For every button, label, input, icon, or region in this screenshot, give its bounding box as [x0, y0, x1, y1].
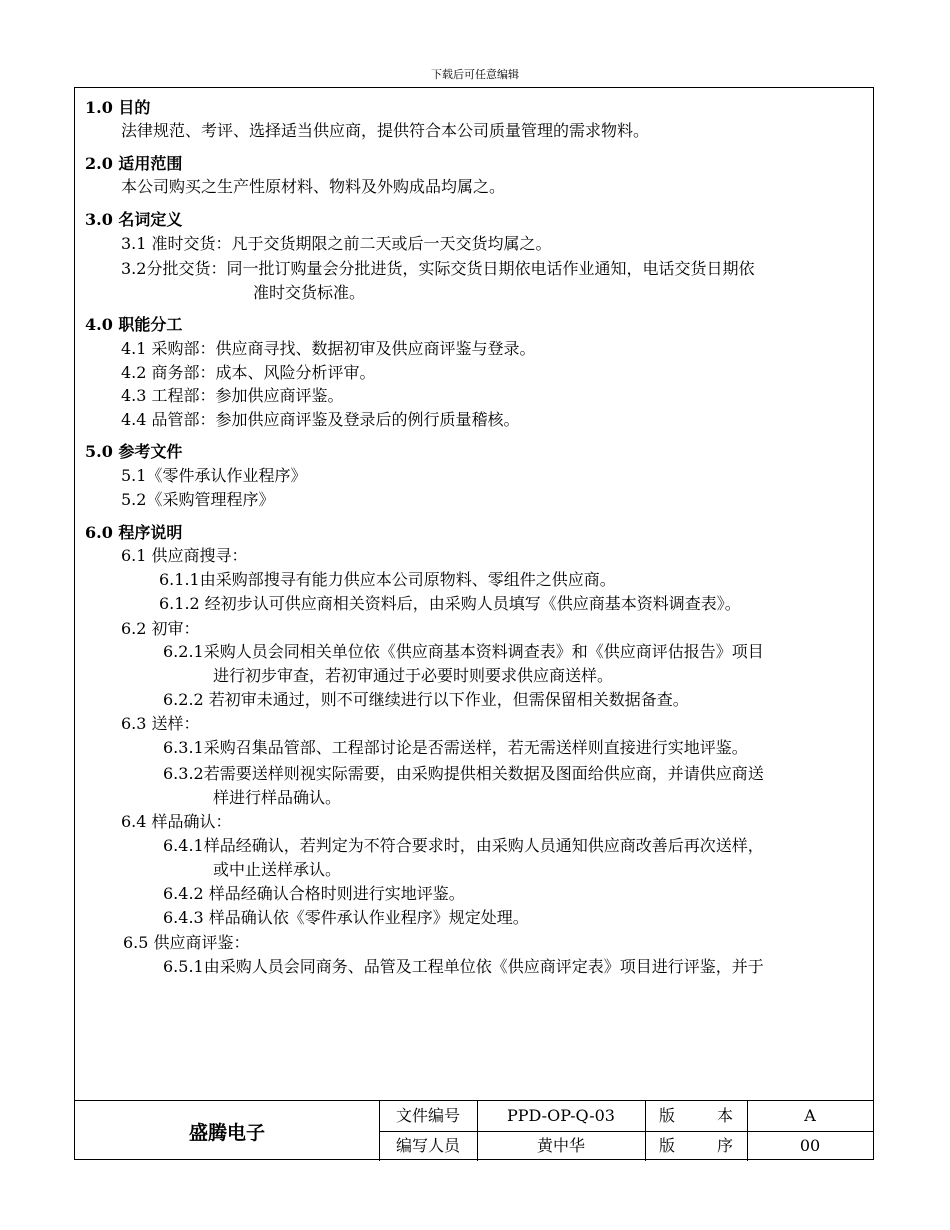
body-text-line: 3.2分批交货：同一批订购量会分批进货，实际交货日期依电话作业通知，电话交货日期依: [121, 259, 755, 278]
body-text-line: 进行初步审查，若初审通过于必要时则要求供应商送样。: [213, 666, 614, 685]
body-text-line: 准时交货标准。: [253, 283, 366, 302]
version-label-char: 本: [716, 1106, 733, 1125]
body-text-line: 样进行样品确认。: [213, 788, 342, 807]
order-label: [645, 1131, 747, 1161]
body-text-line: 6.2.2 若初审未通过，则不可继续进行以下作业，但需保留相关数据备查。: [163, 690, 689, 709]
version-label: [645, 1101, 747, 1131]
section-heading: 3.0 名词定义: [85, 210, 183, 229]
company-name: 盛腾电子: [188, 1121, 265, 1144]
body-text-line: 6.2 初审：: [121, 619, 200, 638]
body-text-line: 6.3.2若需要送样则视实际需要，由采购提供相关数据及图面给供应商，并请供应商送: [163, 764, 764, 783]
watermark-text: 下载后可任意编辑: [431, 68, 519, 81]
body-text-line: 6.1 供应商搜寻：: [121, 546, 248, 565]
body-text-line: 6.2.1采购人员会同相关单位依《供应商基本资料调查表》和《供应商评估报告》项目: [163, 642, 764, 661]
body-text-line: 6.5.1由采购人员会同商务、品管及工程单位依《供应商评定表》项目进行评鉴，并于: [163, 957, 764, 976]
doc-number-value: PPD-OP-Q-03: [507, 1106, 615, 1125]
body-text-line: 4.2 商务部：成本、风险分析评审。: [121, 363, 376, 382]
version-label-char: 版: [659, 1106, 676, 1125]
body-text-line: 6.4.3 样品确认依《零件承认作业程序》规定处理。: [163, 908, 529, 927]
document-frame: [74, 87, 874, 1160]
body-text-line: 6.4 样品确认：: [121, 812, 232, 831]
body-text-line: 本公司购买之生产性原材料、物料及外购成品均属之。: [121, 177, 506, 196]
body-text-line: 6.1.2 经初步认可供应商相关资料后，由采购人员填写《供应商基本资料调查表》。: [159, 594, 741, 613]
body-text-line: 4.3 工程部：参加供应商评鉴。: [121, 386, 344, 405]
version-value: A: [804, 1106, 816, 1125]
body-text-line: 6.4.1样品经确认，若判定为不符合要求时，由采购人员通知供应商改善后再次送样，: [163, 836, 764, 855]
doc-number-label: 文件编号: [395, 1106, 460, 1125]
body-text-line: 6.5 供应商评鉴：: [123, 933, 250, 952]
section-heading: 5.0 参考文件: [85, 442, 183, 461]
section-heading: 2.0 适用范围: [85, 154, 183, 173]
document-footer-table: [75, 1100, 873, 1161]
body-text-line: 4.1 采购部：供应商寻找、数据初审及供应商评鉴与登录。: [121, 339, 536, 358]
section-heading: 1.0 目的: [85, 98, 151, 117]
body-text-line: 6.4.2 样品经确认合格时则进行实地评鉴。: [163, 884, 465, 903]
author-value: 黄中华: [536, 1136, 585, 1155]
body-text-line: 3.1 准时交货：凡于交货期限之前二天或后一天交货均属之。: [121, 234, 552, 253]
body-text-line: 6.3 送样：: [121, 714, 200, 733]
order-value: 00: [799, 1136, 821, 1155]
body-text-line: 4.4 品管部：参加供应商评鉴及登录后的例行质量稽核。: [121, 410, 520, 429]
order-label-char: 版: [659, 1136, 676, 1155]
body-text-line: 5.2《采购管理程序》: [121, 490, 275, 509]
body-text-line: 5.1《零件承认作业程序》: [121, 466, 307, 485]
body-text-line: 法律规范、考评、选择适当供应商，提供符合本公司质量管理的需求物料。: [121, 121, 650, 140]
section-heading: 6.0 程序说明: [85, 523, 183, 542]
order-label-char: 序: [716, 1136, 733, 1155]
section-heading: 4.0 职能分工: [85, 315, 183, 334]
body-text-line: 或中止送样承认。: [213, 860, 342, 879]
author-label: 编写人员: [395, 1136, 460, 1155]
body-text-line: 6.1.1由采购部搜寻有能力供应本公司原物料、零组件之供应商。: [159, 570, 616, 589]
body-text-line: 6.3.1采购召集品管部、工程部讨论是否需送样，若无需送样则直接进行实地评鉴。: [163, 738, 748, 757]
